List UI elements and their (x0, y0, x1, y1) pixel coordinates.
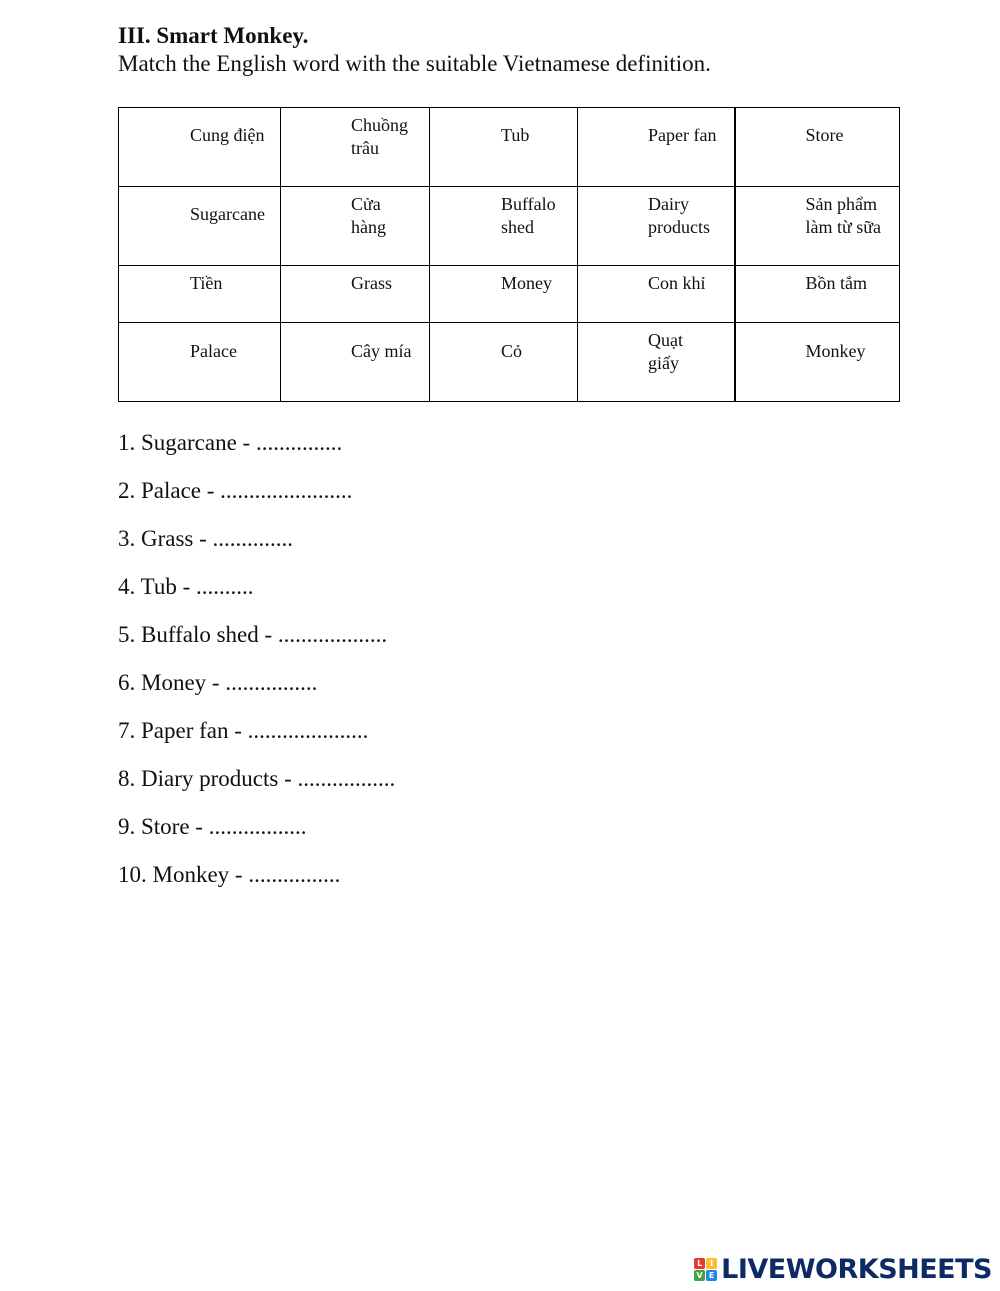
table-cell: Sugarcane (119, 187, 281, 266)
list-item: 4. Tub - .......... (118, 574, 254, 599)
table-cell: Tiền (119, 266, 281, 323)
table-cell: Money (430, 266, 578, 323)
table-cell: Cỏ (430, 323, 578, 402)
table-cell: Store (735, 108, 900, 187)
list-item: 9. Store - ................. (118, 814, 307, 839)
table-cell: Cửa hàng (281, 187, 430, 266)
list-item: 5. Buffalo shed - ................... (118, 622, 388, 647)
list-item: 1. Sugarcane - ............... (118, 430, 343, 455)
table-cell: Chuồng trâu (281, 108, 430, 187)
table-cell: Palace (119, 323, 281, 402)
table-cell: Paper fan (578, 108, 735, 187)
table-cell: Dairy products (578, 187, 735, 266)
live-blocks-icon: L I V E (694, 1258, 717, 1281)
table-cell: Tub (430, 108, 578, 187)
table-cell: Sản phẩm làm từ sữa (735, 187, 900, 266)
list-item: 2. Palace - ....................... (118, 478, 353, 503)
table-cell: Quạt giấy (578, 323, 735, 402)
worksheet-title: III. Smart Monkey. (118, 23, 309, 48)
list-item: 8. Diary products - ................. (118, 766, 396, 791)
table-row (119, 323, 900, 402)
list-item: 10. Monkey - ................ (118, 862, 341, 887)
list-item: 7. Paper fan - ..................... (118, 718, 369, 743)
table-cell: Monkey (735, 323, 900, 402)
table-row (119, 266, 900, 323)
logo-text: LIVEWORKSHEETS (721, 1253, 992, 1285)
table-cell: Grass (281, 266, 430, 323)
liveworksheets-logo[interactable] (694, 1251, 992, 1287)
table-row (119, 187, 900, 266)
table-cell: Con khỉ (578, 266, 735, 323)
list-item: 3. Grass - .............. (118, 526, 294, 551)
table-cell: Cung điện (119, 108, 281, 187)
vocabulary-table (118, 107, 900, 402)
list-item: 6. Money - ................ (118, 670, 318, 695)
table-cell: Bồn tắm (735, 266, 900, 323)
table-cell: Buffalo shed (430, 187, 578, 266)
table-row (119, 108, 900, 187)
table-cell: Cây mía (281, 323, 430, 402)
question-list (118, 429, 395, 909)
worksheet-instruction: Match the English word with the suitable Vietnamese definition. (118, 51, 711, 76)
